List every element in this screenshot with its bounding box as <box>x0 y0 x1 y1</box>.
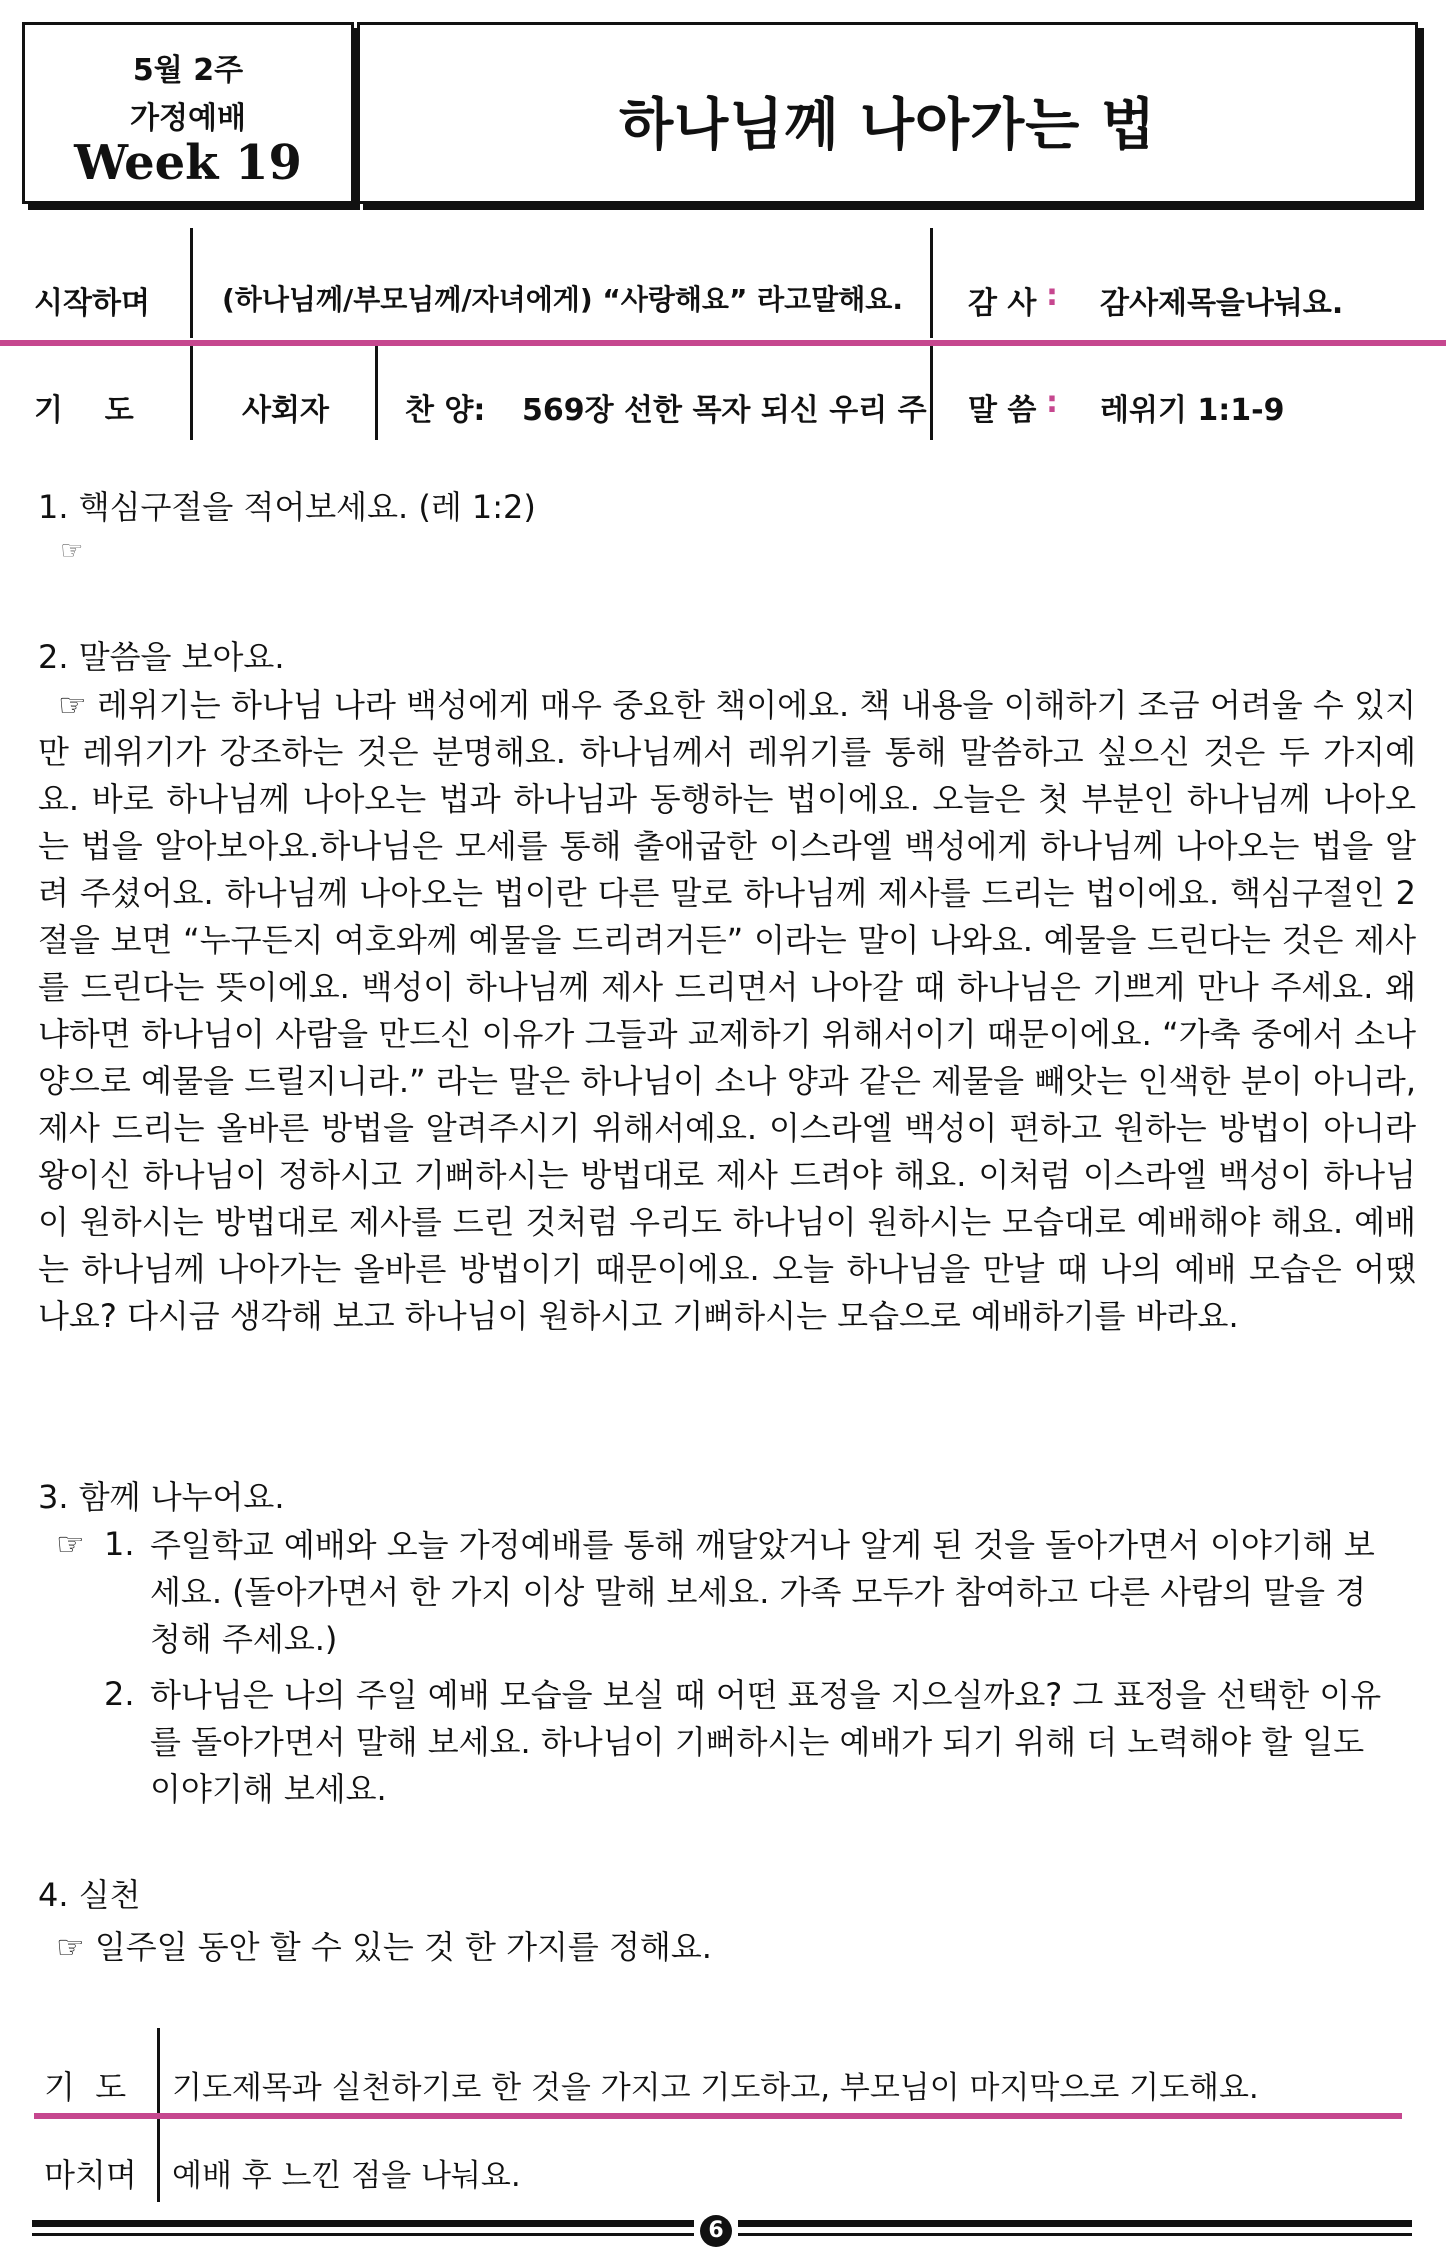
pointer-icon: ☞ <box>60 536 84 566</box>
row-separator <box>0 340 1446 346</box>
closing-prayer-label: 기 도 <box>44 2068 127 2106</box>
table-divider <box>157 2119 160 2202</box>
worship-type: 가정예배 <box>130 101 246 136</box>
week-number: Week 19 <box>74 135 302 191</box>
table-divider <box>375 346 378 440</box>
closing-end-text: 예배 후 느낀 점을 나눠요. <box>172 2158 521 2194</box>
closing-prayer-text: 기도제목과 실천하기로 한 것을 가지고 기도하고, 부모님이 마지막으로 기도해요. <box>172 2070 1259 2106</box>
section-3-heading: 3. 함께 나누어요. <box>38 1478 285 1516</box>
scripture-explanation: ☞ 레위기는 하나님 나라 백성에게 매우 중요한 책이에요. 책 내용을 이해하기 조금 어려울 수 있지만 레위기가 강조하는 것은 분명해요. 하나님께서 레위기를 통해 말씀하고 싶으신 것은 두 가지예요. 바로 하나님께 나아오는 법과 하나님과 동행하는 법이에요. 오늘은 첫 부분인 하나님께 나아오는 법을 알아보아요.하나님은 모세를 통해 출애굽한 이스라엘 백성에게 하나님께 나아오는 법을 알려 주셨어요. 하나님께 나아오는 법이란 다른 말로 하나님께 제사를 드리는 법이에요. 핵심구절인 2절을 보면 “누구든지 여호와께 예물을 드리려거든” 이라는 말이 나와요. 예물을 드린다는 것은 제사를 드린다는 뜻이에요. 백성이 하나님께 제사 드리면서 나아갈 때 하나님은 기쁘게 만나 주세요. 왜냐하면 하나님이 사람을 만드신 이유가 그들과 교제하기 위해서이기 때문이에요. “가축 중에서 소나 양으로 예물을 드릴지니라.” 라는 말은 하나님이 소나 양과 같은 제물을 빼앗는 인색한 분이 아니라, 제사 드리는 올바른 방법을 알려주시기 위해서예요. 이스라엘 백성이 편하고 원하는 방법이 아니라 왕이신 하나님이 정하시고 기뻐하시는 방법대로 제사 드려야 해요. 이처럼 이스라엘 백성이 하나님이 원하시는 방법대로 제사를 드린 것처럼 우리도 하나님이 원하시는 모습대로 예배해야 해요. 예배는 하나님께 나아가는 올바른 방법이기 때문이에요. 오늘 하나님을 만날 때 나의 예배 모습은 어땠나요? 다시금 생각해 보고 하나님이 원하시고 기뻐하시는 모습으로 예배하기를 바라요. <box>38 686 1416 1335</box>
table-divider <box>190 346 193 440</box>
thanks-label: 감 사 <box>968 286 1037 321</box>
question-1: 주일학교 예배와 오늘 가정예배를 통해 깨달았거나 알게 된 것을 돌아가면서 이야기해 보세요. (돌아가면서 한 가지 이상 말해 보세요. 가족 모두가 참여하고 다른 사람의 말을 경청해 주세요.) <box>150 1526 1375 1658</box>
thanks-text: 감사제목을나눠요. <box>1100 286 1344 321</box>
thanks-colon: : <box>1046 278 1058 313</box>
leader-label: 사회자 <box>242 393 329 428</box>
row-separator <box>34 2113 1402 2119</box>
question-2: 하나님은 나의 주일 예배 모습을 보실 때 어떤 표정을 지으실까요? 그 표정을 선택한 이유를 돌아가면서 말해 보세요. 하나님이 기뻐하시는 예배가 되기 위해 더 노력해야 할 일도 이야기해 보세요. <box>150 1676 1382 1808</box>
word-text: 레위기 1:1-9 <box>1100 393 1285 428</box>
hymn-label: 찬 양: <box>405 393 486 428</box>
footer-rule <box>738 2233 1412 2236</box>
hymn-text: 569장 선한 목자 되신 우리 주 <box>522 393 927 428</box>
week-info-box <box>22 22 354 204</box>
footer-rule <box>738 2220 1412 2227</box>
page-title: 하나님께 나아가는 법 <box>619 93 1156 158</box>
prayer-label: 기 도 <box>34 393 134 428</box>
section-4-heading: 4. 실천 <box>38 1876 141 1914</box>
word-label: 말 씀 <box>968 393 1037 428</box>
pointer-icon: ☞ <box>56 1525 85 1563</box>
question-2-number: 2. <box>104 1675 135 1713</box>
practice-text: ☞ 일주일 동안 할 수 있는 것 한 가지를 정해요. <box>56 1928 712 1966</box>
start-label: 시작하며 <box>34 286 150 321</box>
footer-rule <box>32 2233 694 2236</box>
table-divider <box>930 346 933 440</box>
footer-rule <box>32 2220 694 2227</box>
word-colon: : <box>1046 385 1058 420</box>
page-number: 6 <box>700 2215 732 2247</box>
week-date: 5월 2주 <box>132 53 244 88</box>
closing-end-label: 마치며 <box>44 2156 137 2194</box>
table-divider <box>157 2028 160 2113</box>
title-box <box>357 22 1418 204</box>
table-divider <box>190 228 193 338</box>
table-divider <box>930 228 933 338</box>
question-1-number: 1. <box>104 1525 135 1563</box>
section-1-heading: 1. 핵심구절을 적어보세요. (레 1:2) <box>38 488 536 526</box>
start-text: (하나님께/부모님께/자녀에게) “사랑해요” 라고말해요. <box>222 283 903 316</box>
section-2-heading: 2. 말씀을 보아요. <box>38 638 285 676</box>
